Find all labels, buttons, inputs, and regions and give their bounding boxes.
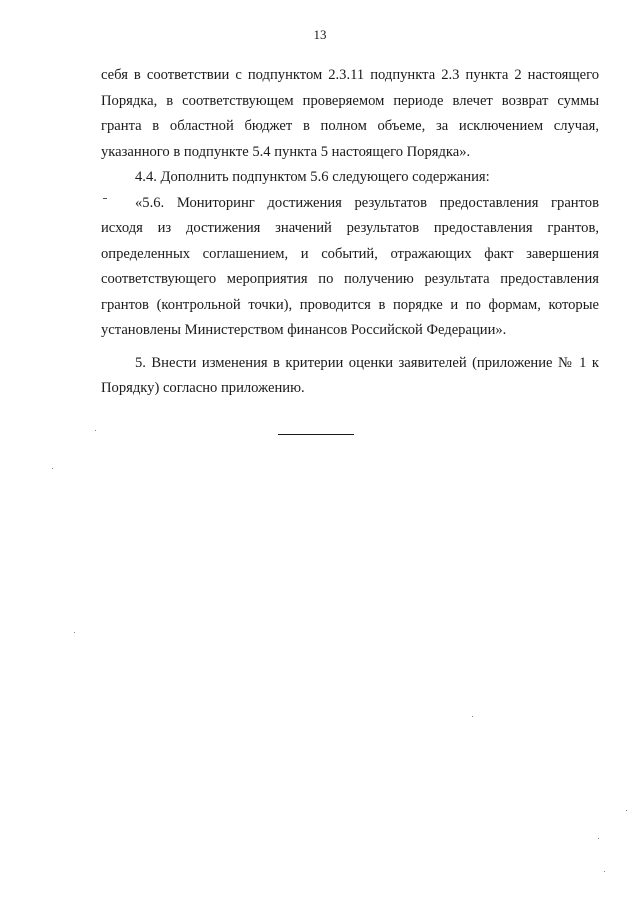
paragraph-item-5: 5. Внести изменения в критерии оценки заявителей (приложение № 1 к Порядку) согласно приложению.: [101, 354, 599, 396]
scan-speck: [604, 871, 605, 872]
paragraph-continuation: себя в соответствии с подпунктом 2.3.11 подпункта 2.3 пункта 2 настоящего Порядка, в соответствующем проверяемом периоде влечет возврат суммы гранта в областной бюджет в полном объеме, за исключением случая, указанного в подпункте 5.4 пункта 5 настоящего Порядка».: [101, 67, 599, 160]
paragraph-item-4-4: 4.4. Дополнить подпунктом 5.6 следующего содержания:: [135, 169, 490, 185]
page-number: 13: [313, 27, 327, 42]
document-body: [101, 63, 599, 402]
paragraph-subitem-5-6: «5.6. Мониторинг достижения результатов предоставления грантов исходя из достижения значений результатов предоставления грантов, определенных соглашением, и событий, отражающих факт завершения соответствующего мероприятия по получению результата предоставления грантов (контрольной точки), проводится в порядке и по формам, которые установлены Министерством финансов Российской Федерации».: [101, 194, 599, 338]
scan-speck: [103, 198, 107, 199]
scan-speck: [74, 632, 75, 633]
scan-speck: [598, 838, 599, 839]
scan-speck: [95, 430, 96, 431]
end-of-text-rule: [278, 434, 354, 435]
scan-speck: [52, 468, 53, 469]
scan-speck: [626, 810, 627, 811]
scan-speck: [472, 716, 473, 717]
